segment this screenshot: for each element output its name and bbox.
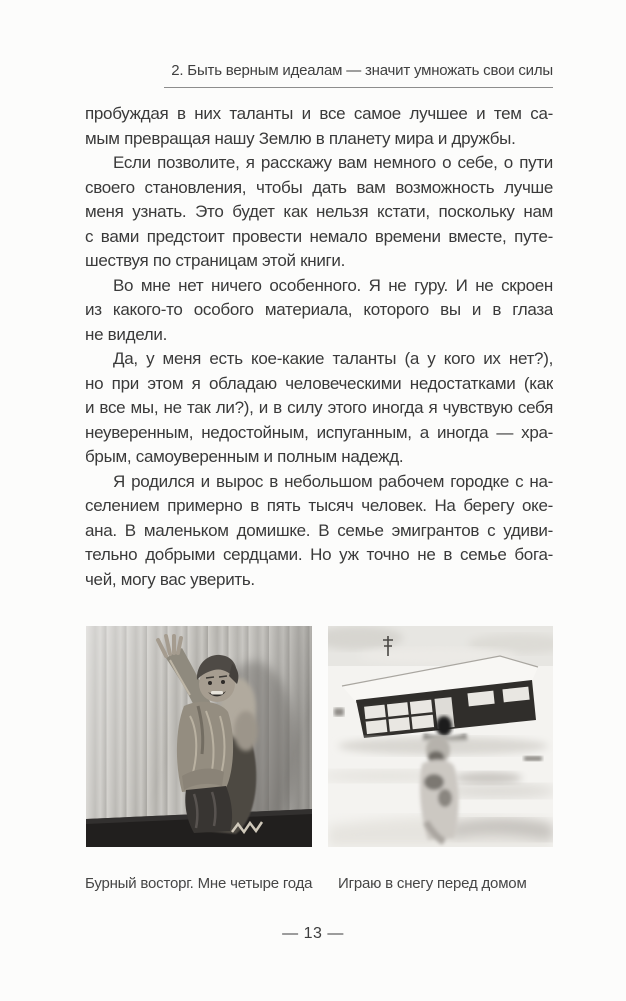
text-line: мым превращая нашу Землю в планету мира и дружбы.	[85, 128, 516, 148]
header-rule	[164, 87, 553, 88]
photo-house-in-snow	[328, 626, 553, 847]
paragraph	[85, 470, 553, 593]
text-line: ана. В маленьком домишке. В семье эмигрантов с удиви-	[85, 520, 553, 540]
paragraph	[85, 102, 553, 151]
text-line: но при этом я обладаю человеческими недостатками (как	[85, 373, 553, 393]
paragraph	[85, 151, 553, 274]
text-line: и все мы, не так ли?), и в силу этого иногда я чувствую себя	[85, 398, 553, 417]
body-text	[85, 102, 553, 592]
text-line: чей, могу вас уверить.	[85, 569, 255, 589]
text-line: шествуя по страницам этой книги.	[85, 251, 346, 270]
photo-child-in-costume	[86, 626, 312, 847]
text-line: из какого-то особого материала, которого вы и в глаза	[85, 300, 553, 319]
child-in-costume-illustration	[86, 626, 312, 847]
text-line: меня узнать. Это будет как нельзя кстати, поскольку нам	[85, 202, 553, 221]
paragraph	[85, 274, 553, 348]
text-line: селением примерно в пять тысяч человек. На берегу оке-	[85, 496, 553, 515]
house-in-snow-illustration	[328, 626, 553, 847]
text-line: Во мне нет ничего особенного. Я не гуру. И не скроен	[113, 275, 553, 295]
paragraph	[85, 347, 553, 470]
text-line: Я родился и вырос в небольшом рабочем городке с на-	[113, 471, 553, 491]
text-line: тельно добрыми сердцами. Но уж точно не в семье бога-	[85, 545, 553, 564]
page-number: — 13 —	[282, 925, 344, 942]
text-line: пробуждая в них таланты и все самое лучшее и тем са-	[85, 104, 553, 123]
text-line: брым, самоуверенным и полным надежд.	[85, 447, 404, 466]
text-line: своего становления, чтобы дать вам возможность лучше	[85, 177, 553, 197]
text-line: Да, у меня есть кое-какие таланты (а у кого их нет?),	[113, 349, 553, 368]
text-line: Если позволите, я расскажу вам немного о себе, о пути	[113, 153, 553, 172]
caption-left-photo: Бурный восторг. Мне четыре года	[85, 875, 313, 892]
caption-right-photo: Играю в снегу перед домом	[338, 875, 527, 892]
text-line: неуверенным, недостойным, испуганным, а иногда — хра-	[85, 422, 553, 442]
text-line: не видели.	[85, 324, 168, 344]
text-line: с вами предстоит провести немало времени вместе, путе-	[85, 226, 553, 246]
running-head: 2. Быть верным идеалам — значит умножать свои силы	[171, 62, 553, 79]
